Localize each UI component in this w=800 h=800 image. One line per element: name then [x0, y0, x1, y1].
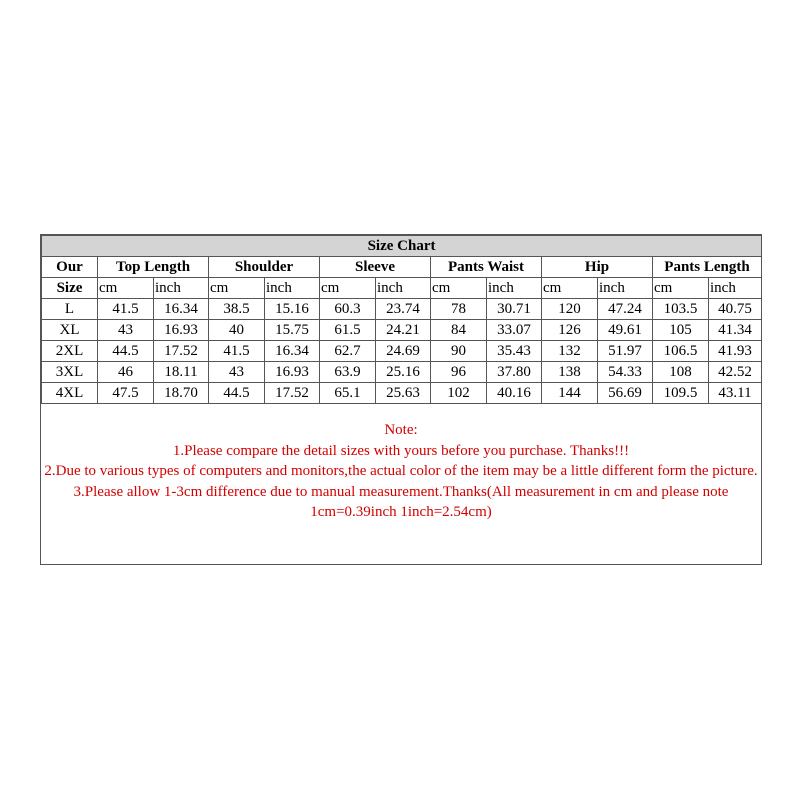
- table-cell: 138: [542, 362, 598, 383]
- table-cell: 47.24: [598, 299, 653, 320]
- size-label: 2XL: [42, 341, 98, 362]
- size-label: 4XL: [42, 383, 98, 404]
- group-header-row: [42, 257, 762, 278]
- chart-title: Size Chart: [42, 236, 762, 257]
- size-table: [41, 235, 762, 404]
- unit-cm: cm: [209, 278, 265, 299]
- table-cell: 144: [542, 383, 598, 404]
- table-cell: 17.52: [265, 383, 320, 404]
- unit-inch: inch: [265, 278, 320, 299]
- header-sleeve: Sleeve: [320, 257, 431, 278]
- note-title: Note:: [384, 422, 418, 438]
- our-size-header-bottom: Size: [42, 278, 98, 299]
- table-cell: 24.21: [376, 320, 431, 341]
- table-cell: 56.69: [598, 383, 653, 404]
- header-pants-length: Pants Length: [653, 257, 762, 278]
- size-label: L: [42, 299, 98, 320]
- table-cell: 41.5: [209, 341, 265, 362]
- header-hip: Hip: [542, 257, 653, 278]
- table-cell: 24.69: [376, 341, 431, 362]
- header-pants-waist: Pants Waist: [431, 257, 542, 278]
- table-row: [42, 362, 762, 383]
- table-row: [42, 383, 762, 404]
- table-cell: 16.34: [265, 341, 320, 362]
- unit-inch: inch: [487, 278, 542, 299]
- table-cell: 132: [542, 341, 598, 362]
- table-cell: 60.3: [320, 299, 376, 320]
- table-cell: 65.1: [320, 383, 376, 404]
- table-cell: 90: [431, 341, 487, 362]
- table-cell: 41.93: [709, 341, 762, 362]
- table-cell: 43: [209, 362, 265, 383]
- table-cell: 43.11: [709, 383, 762, 404]
- table-cell: 62.7: [320, 341, 376, 362]
- unit-inch: inch: [376, 278, 431, 299]
- table-cell: 18.11: [154, 362, 209, 383]
- size-label: XL: [42, 320, 98, 341]
- table-cell: 40.16: [487, 383, 542, 404]
- note-line-1: 1.Please compare the detail sizes with yours before you purchase. Thanks!!!: [172, 442, 630, 459]
- table-cell: 35.43: [487, 341, 542, 362]
- unit-inch: inch: [709, 278, 762, 299]
- title-row: [42, 236, 762, 257]
- unit-cm: cm: [653, 278, 709, 299]
- table-cell: 41.5: [98, 299, 154, 320]
- table-cell: 108: [653, 362, 709, 383]
- table-cell: 96: [431, 362, 487, 383]
- our-size-header-top: Our: [42, 257, 98, 278]
- table-cell: 16.93: [265, 362, 320, 383]
- table-cell: 16.34: [154, 299, 209, 320]
- table-cell: 46: [98, 362, 154, 383]
- table-cell: 25.16: [376, 362, 431, 383]
- table-cell: 103.5: [653, 299, 709, 320]
- table-cell: 42.52: [709, 362, 762, 383]
- unit-header-row: [42, 278, 762, 299]
- table-cell: 78: [431, 299, 487, 320]
- size-chart: [40, 234, 762, 565]
- table-cell: 16.93: [154, 320, 209, 341]
- unit-cm: cm: [320, 278, 376, 299]
- table-cell: 54.33: [598, 362, 653, 383]
- table-cell: 18.70: [154, 383, 209, 404]
- table-cell: 106.5: [653, 341, 709, 362]
- table-cell: 105: [653, 320, 709, 341]
- table-cell: 61.5: [320, 320, 376, 341]
- table-cell: 33.07: [487, 320, 542, 341]
- table-row: [42, 341, 762, 362]
- size-label: 3XL: [42, 362, 98, 383]
- table-cell: 43: [98, 320, 154, 341]
- table-cell: 49.61: [598, 320, 653, 341]
- unit-cm: cm: [431, 278, 487, 299]
- table-cell: 15.75: [265, 320, 320, 341]
- table-row: [42, 320, 762, 341]
- table-cell: 44.5: [98, 341, 154, 362]
- table-cell: 40: [209, 320, 265, 341]
- table-cell: 15.16: [265, 299, 320, 320]
- table-cell: 40.75: [709, 299, 762, 320]
- unit-cm: cm: [98, 278, 154, 299]
- table-cell: 44.5: [209, 383, 265, 404]
- header-shoulder: Shoulder: [209, 257, 320, 278]
- table-cell: 51.97: [598, 341, 653, 362]
- unit-inch: inch: [154, 278, 209, 299]
- unit-cm: cm: [542, 278, 598, 299]
- table-cell: 84: [431, 320, 487, 341]
- unit-inch: inch: [598, 278, 653, 299]
- table-row: [42, 299, 762, 320]
- header-top-length: Top Length: [98, 257, 209, 278]
- table-cell: 47.5: [98, 383, 154, 404]
- table-cell: 37.80: [487, 362, 542, 383]
- note-line-3: 3.Please allow 1-3cm difference due to manual measurement.Thanks(All measurement in cm and please note 1cm=0.39inch 1inch=2.54cm): [73, 483, 729, 520]
- table-cell: 30.71: [487, 299, 542, 320]
- table-cell: 109.5: [653, 383, 709, 404]
- table-cell: 63.9: [320, 362, 376, 383]
- table-cell: 23.74: [376, 299, 431, 320]
- table-cell: 41.34: [709, 320, 762, 341]
- note-line-2: 2.Due to various types of computers and monitors,the actual color of the item may be a little different form the picture.: [44, 463, 758, 479]
- table-cell: 38.5: [209, 299, 265, 320]
- table-cell: 102: [431, 383, 487, 404]
- table-cell: 126: [542, 320, 598, 341]
- table-cell: 120: [542, 299, 598, 320]
- table-cell: 17.52: [154, 341, 209, 362]
- notes-section: [41, 404, 761, 572]
- table-cell: 25.63: [376, 383, 431, 404]
